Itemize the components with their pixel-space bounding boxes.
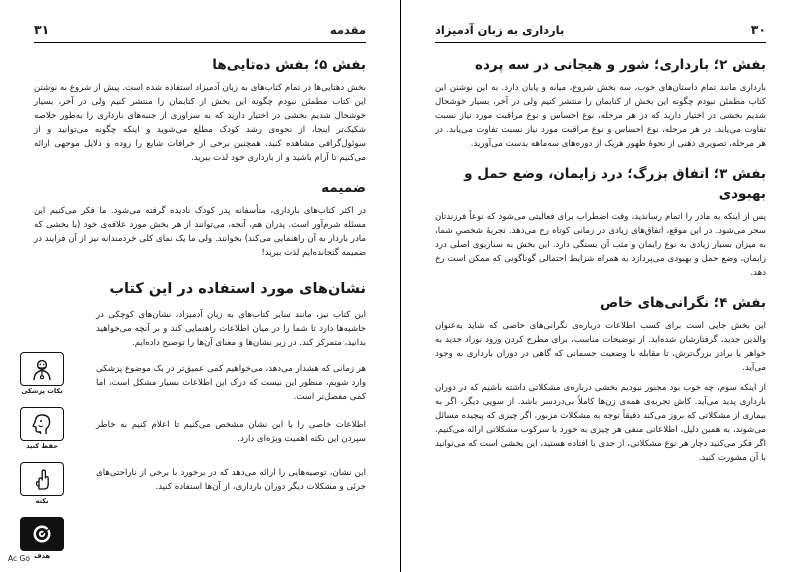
section-part3 — [435, 164, 766, 281]
paragraph-part4-2: از اینکه سوم، چه خوب بود مجبور نبودیم بخشی درباره‌ی مشکلاتی داشته باشیم که در دوران بارداری پدید می‌آید. کاش تجربه‌ی همه‌ی زن‌ها کاملاً بی‌دردسر باشد. از سویی دیگر، اگر به بیماری از مشکلاتی که بروز می‌کند دقیقاً توجه به مشکلات مزبور، اگر چیزی که پیچیده مسائل می‌شوند، به همین دلیل، اطلاعاتی منفی هر چیزی به خورد با سرکوب مشکلاتی ارائه می‌کنیم. اگر فکر می‌کنید دچار هر نوع مشکلاتی، از جدی یا افتاده هستید، این بخشی است که می‌توانید با آن مشورت کنید. — [435, 382, 766, 463]
hand-icon-label: نکته — [35, 496, 49, 505]
heading-part2: بفش ۲؛ بارداری؛ شور و هیجانی در سه پرده — [475, 57, 766, 73]
hand-icon — [20, 462, 64, 496]
page-number-left: ۳۰ — [750, 22, 766, 37]
section-icons-used — [34, 279, 366, 495]
paragraph-icons-2: هر زمانی که هشدار می‌دهد، می‌خواهیم کمی عمیق‌تر در یک موضوع پزشکی وارد شویم، منظور این نیست که درک این اطلاعات بسیار مشکل است، اما کمی مفصل‌تر است. — [96, 364, 366, 403]
doctor-icon-label: نکات پزشکی — [21, 387, 63, 395]
margin-icon-remember — [16, 407, 68, 451]
paragraph-part4-1: این بخش جایی است برای کسب اطلاعات درباره‌ی نگرانی‌های خاصی که شاید به‌عنوان والدین جدید، گرفتارشان شده‌اید. از توضیحات مناسب، برای مطرح کردن ورود نوزاد جدید به خواهر یا برادر بزرگ‌ترش، تا مقابله با وضعیت جسمانی که گاهی در دوران بارداری به وجود می‌آید. — [435, 321, 766, 373]
heading-appendix: ضمیمه — [321, 179, 366, 196]
running-head-left: بارداری به زبان آدمیزاد — [435, 22, 565, 37]
paragraph-icons-4: این نشان، توصیه‌هایی را ارائه می‌دهد که در برخورد با برخی از ناراحتی‌های جزئی و مشکلات دیگر دوران بارداری، از آن‌ها استفاده کنید. — [96, 467, 366, 492]
heading-icons-used: نشان‌های مورد استفاده در این کتاب — [109, 280, 366, 297]
paragraph-part3-1: پس از اینکه به مادر را اتمام رساندید، وقت اضطراب برای فعالیتی می‌شود که نوعاً فرزندتان سحر می‌شود. در این موقع، اتفاق‌های زیادی در زمانی کوتاه رخ می‌دهد. تجربهٔ شخصیِ شما، به میزان بسیار زیادی به نوع زایمان و مثب آن بستگی دارد. این بخش به سناریوی اصلی درد زایمان، وضع حمل و بهبودی می‌پردازد به همراه شرایط احتمالی گوناگونی که ممکن است رخ دهد. — [435, 212, 766, 279]
margin-icon-tip — [16, 462, 68, 506]
heading-part5: بفش ۵؛ بفش ده‌تایی‌ها — [212, 57, 366, 73]
page-header-right — [34, 22, 366, 43]
paragraph-icons-3: اطلاعات خاصی را با این نشان مشخص می‌کنیم تا اعلام کنیم به خاطر سپردن این نکته اهمیت ویژه‌ای دارد. — [96, 420, 366, 444]
corner-note: Ac Go — [8, 554, 30, 564]
page-left — [400, 0, 800, 572]
section-appendix — [34, 178, 366, 261]
section-part5 — [34, 55, 366, 166]
target-icon-label: هدف — [33, 551, 51, 560]
section-part4 — [435, 293, 766, 465]
paragraph-part5-1: بخش دهتایی‌ها در تمام کتاب‌های به زبان آدمیزاد استفاده شده است. پیش از شروع به نوشتن این کتاب مطمئن نبودم چگونه این بخش از کتابمان را منتشر کنیم ولی در آخر، بسیار خوشحال شدیم بخشی در اختیار دارید که به سراوری از جنبه‌های بارداری را به‌طور خلاصه شکیک‌تر اینجا، از نحوه‌ی رشد کودک مطلع می‌شوید و اینکه چگونه می‌توانید و از سوئول‌گرافی مشاهده کنید. همچنین برخی از خرافات شایع را زوده و دلایل موجهی ارائه می‌کنیم تا آرام باشید و از بارداری خود لذت ببرید. — [34, 83, 366, 163]
head-icon — [20, 407, 64, 441]
paragraph-icons-1: این کتاب نیز، مانند سایر کتاب‌های به زبان آدمیزاد، نشان‌های کوچکی در حاشیه‌ها دارد تا شما را در میان اطلاعات راهنمایی کند و بر آنچه می‌خواهید بدانید، متمرکز کند. در زیر نشان‌ها و معنای آن‌ها را توضیح داده‌ایم. — [96, 310, 366, 349]
target-icon — [20, 517, 64, 551]
paragraph-appendix-1: در اکثر کتاب‌های بارداری، متأسفانه پدر کودک نادیده گرفته می‌شود. ما فکر می‌کنیم این مسئله شرم‌آور است. پدران هم، آنجه، می‌توانند از هر بخش مورد علاقه‌ی خود (با بخشی که مادر باردار به آن راهنمایی می‌کند) بخوانند. ولی ما یک نمای کلی خردمندانه نیز از آن فرایند در ضمیمه گنجانده‌ایم لذت ببرید! — [34, 206, 366, 258]
paragraph-part2-1: بارداری مانند تمام داستان‌های خوب، سه بخش شروع، میانه و پایان دارد. به این نوشتن این کتاب مطمئن نبودم چگونه این بخش از کتابمان را منتشر کنیم ولی در آخر، بسیار خوشحال شدیم بخشی در اختیار دارید که در هر مرحله، نوع احساس و نوع مراقبت مورد نیاز نسبت تفاوت می‌یابد. در هر مرحله، نوع احساس و نوع مراقبت مورد نیاز نسبت تفاوت می‌یابد. در هر مرحله، تصویری ذهنی از نحوهٔ ظهور هریک از دوره‌های سه‌ماهه بدست می‌آورید. — [435, 83, 766, 149]
section-part2 — [435, 55, 766, 152]
heading-part4: بفش ۴؛ نگرانی‌های خاص — [599, 294, 766, 311]
margin-icon-doctor — [16, 352, 68, 396]
heading-part3: بفش ۳؛ اتفاق بزرگ؛ درد زایمان، وضع حمل و بهبودی — [464, 165, 766, 203]
margin-icon-column — [14, 352, 70, 561]
page-number-right: ۳۱ — [34, 22, 50, 37]
page-header-left — [435, 22, 766, 43]
running-head-right: مقدمه — [329, 22, 366, 37]
doctor-icon — [20, 352, 64, 386]
head-icon-label: حفظ کنید — [26, 441, 58, 450]
